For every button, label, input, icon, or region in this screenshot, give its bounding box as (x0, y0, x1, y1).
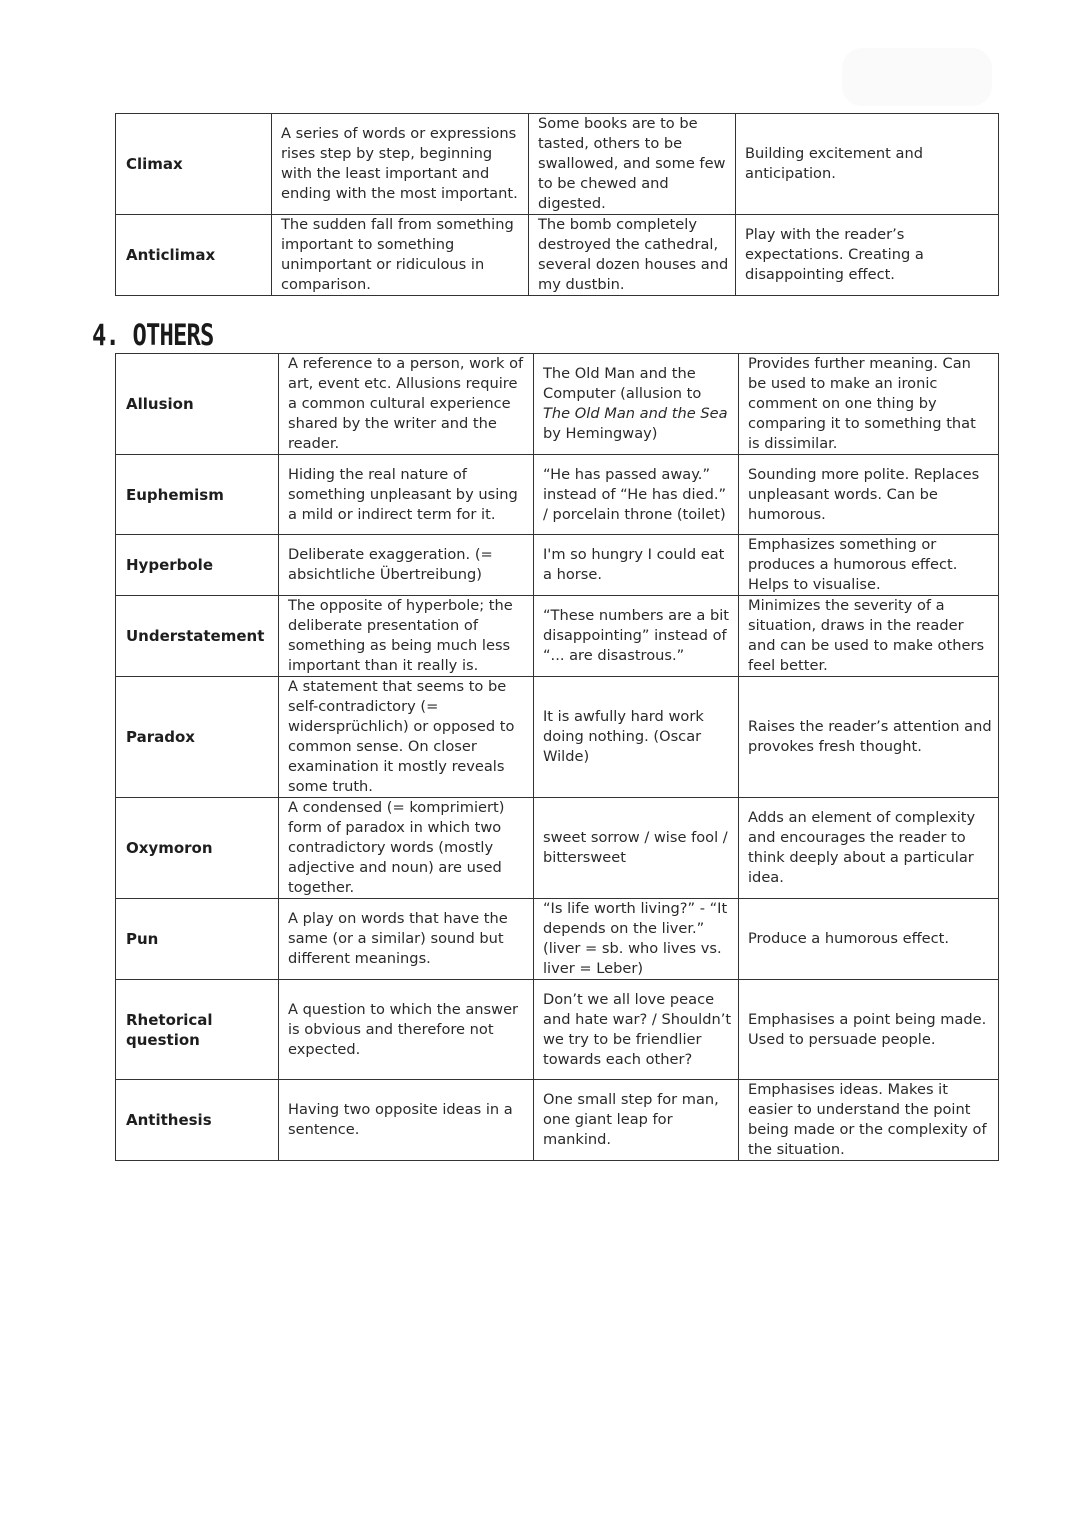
example-cell: One small step for man, one giant leap for mankind. (534, 1080, 739, 1161)
definition-cell: Hiding the real nature of something unpleasant by using a mild or indirect term for it. (279, 455, 534, 535)
table-row-hyperbole (116, 535, 999, 596)
effect-cell: Minimizes the severity of a situation, draws in the reader and can be used to make others feel better. (739, 596, 999, 677)
definition-cell: A condensed (= komprimiert) form of paradox in which two contradictory words (mostly adjective and noun) are used together. (279, 798, 534, 899)
effect-cell: Produce a humorous effect. (739, 899, 999, 980)
effect-cell: Emphasises ideas. Makes it easier to understand the point being made or the complexity of the situation. (739, 1080, 999, 1161)
table-row-euphemism (116, 455, 999, 535)
term-cell: Understatement (116, 596, 279, 677)
example-cell: The bomb completely destroyed the cathedral, several dozen houses and my dustbin. (529, 215, 736, 296)
example-cell: Don’t we all love peace and hate war? / Shouldn’t we try to be friendlier towards each other? (534, 980, 739, 1080)
table-row-paradox (116, 677, 999, 798)
term-cell: Paradox (116, 677, 279, 798)
definition-cell: A question to which the answer is obvious and therefore not expected. (279, 980, 534, 1080)
definition-cell: A reference to a person, work of art, event etc. Allusions require a common cultural experience shared by the writer and the reader. (279, 354, 534, 455)
stylistic-devices-table-top (115, 113, 999, 296)
table-row-oxymoron (116, 798, 999, 899)
definition-cell: Having two opposite ideas in a sentence. (279, 1080, 534, 1161)
definition-cell: A series of words or expressions rises step by step, beginning with the least important and ending with the most important. (272, 114, 529, 215)
term-cell: Anticlimax (116, 215, 272, 296)
term-cell: Pun (116, 899, 279, 980)
term-cell: Climax (116, 114, 272, 215)
example-cell: “These numbers are a bit disappointing” instead of “... are disastrous.” (534, 596, 739, 677)
table-row-antithesis (116, 1080, 999, 1161)
definition-cell: A play on words that have the same (or a similar) sound but different meanings. (279, 899, 534, 980)
example-cell: Some books are to be tasted, others to be swallowed, and some few to be chewed and digested. (529, 114, 736, 215)
term-cell: Oxymoron (116, 798, 279, 899)
example-italic-title: The Old Man and the Sea (543, 405, 728, 422)
effect-cell: Building excitement and anticipation. (736, 114, 999, 215)
term-cell: Rhetorical question (116, 980, 279, 1080)
effect-cell: Provides further meaning. Can be used to make an ironic comment on one thing by comparing it to something that is dissimilar. (739, 354, 999, 455)
section-heading: 4. OTHERS (92, 318, 214, 352)
table-row-understatement (116, 596, 999, 677)
definition-cell: A statement that seems to be self-contradictory (= widersprüchlich) or opposed to common sense. On closer examination it mostly reveals some truth. (279, 677, 534, 798)
definition-cell: The opposite of hyperbole; the deliberate presentation of something as being much less important than it really is. (279, 596, 534, 677)
example-cell (534, 354, 739, 455)
definition-cell: Deliberate exaggeration. (= absichtliche Übertreibung) (279, 535, 534, 596)
example-text: The Old Man and the Computer (allusion to (543, 365, 702, 402)
table-row-climax (116, 114, 999, 215)
example-cell: “Is life worth living?” - “It depends on the liver.” (liver = sb. who lives vs. liver = Leber) (534, 899, 739, 980)
scan-blemish (842, 48, 992, 106)
table-row-pun (116, 899, 999, 980)
stylistic-devices-table-others (115, 353, 999, 1161)
table-row-allusion (116, 354, 999, 455)
effect-cell: Emphasizes something or produces a humorous effect. Helps to visualise. (739, 535, 999, 596)
example-text-end: by Hemingway) (543, 425, 658, 442)
effect-cell: Sounding more polite. Replaces unpleasant words. Can be humorous. (739, 455, 999, 535)
effect-cell: Emphasises a point being made. Used to persuade people. (739, 980, 999, 1080)
term-cell: Allusion (116, 354, 279, 455)
term-cell: Antithesis (116, 1080, 279, 1161)
table-row-anticlimax (116, 215, 999, 296)
table-row-rhetorical-question (116, 980, 999, 1080)
term-cell: Euphemism (116, 455, 279, 535)
example-cell: It is awfully hard work doing nothing. (Oscar Wilde) (534, 677, 739, 798)
effect-cell: Play with the reader’s expectations. Creating a disappointing effect. (736, 215, 999, 296)
example-cell: sweet sorrow / wise fool / bittersweet (534, 798, 739, 899)
example-cell: I'm so hungry I could eat a horse. (534, 535, 739, 596)
term-cell: Hyperbole (116, 535, 279, 596)
effect-cell: Raises the reader’s attention and provokes fresh thought. (739, 677, 999, 798)
effect-cell: Adds an element of complexity and encourages the reader to think deeply about a particular idea. (739, 798, 999, 899)
example-cell: “He has passed away.” instead of “He has died.” / porcelain throne (toilet) (534, 455, 739, 535)
definition-cell: The sudden fall from something important to something unimportant or ridiculous in comparison. (272, 215, 529, 296)
